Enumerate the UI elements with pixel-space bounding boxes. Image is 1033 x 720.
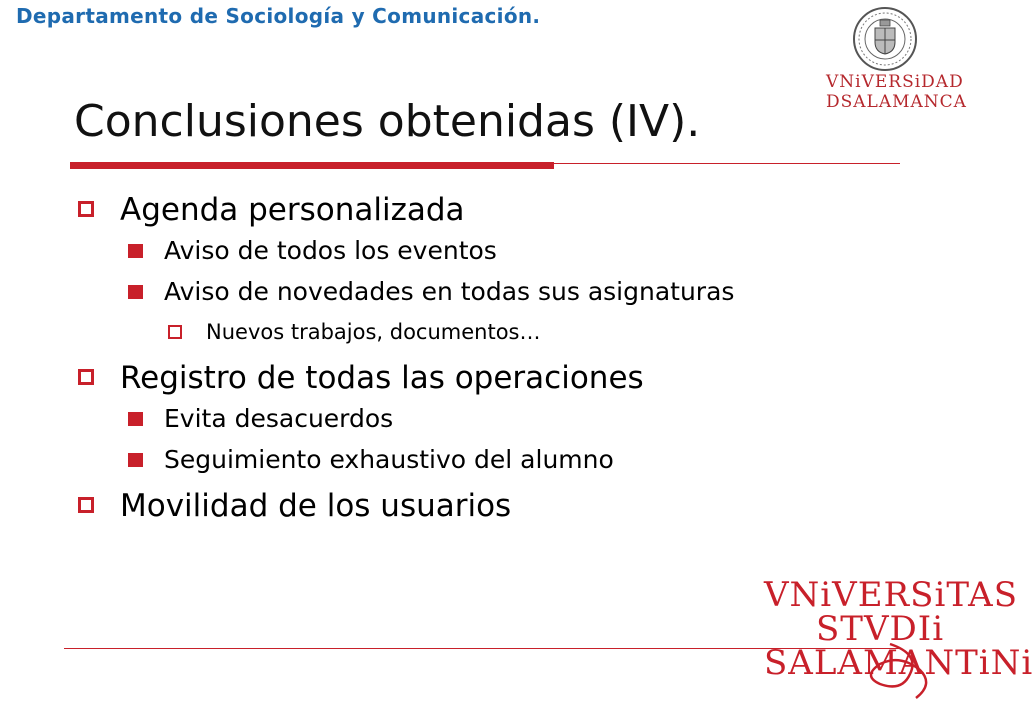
motto-line-3: SALAMANTiNi xyxy=(764,643,1033,683)
list-item-label: Aviso de novedades en todas sus asignaturas xyxy=(164,277,735,306)
list-item xyxy=(74,318,834,346)
hollow-square-bullet-icon xyxy=(78,201,94,217)
list-item-label: Registro de todas las operaciones xyxy=(120,360,644,396)
filled-square-bullet-icon xyxy=(128,453,143,467)
list-item xyxy=(74,445,834,474)
university-logo xyxy=(826,72,967,112)
list-item xyxy=(74,236,834,265)
list-item-label: Agenda personalizada xyxy=(120,192,465,228)
motto-line-1: VNiVERSiTAS xyxy=(764,575,1018,615)
list-item xyxy=(74,404,834,433)
list-item xyxy=(74,358,834,398)
list-item-label: Seguimiento exhaustivo del alumno xyxy=(164,445,614,474)
flourish-icon xyxy=(830,640,940,710)
list-item-label: Aviso de todos los eventos xyxy=(164,236,497,265)
filled-square-bullet-icon xyxy=(128,285,143,299)
filled-square-bullet-icon xyxy=(128,412,143,426)
motto-line-2: STVDIi xyxy=(816,609,945,649)
logo-line-2: DSALAMANCA xyxy=(826,92,967,112)
hollow-square-bullet-icon xyxy=(78,369,94,385)
list-item-label: Evita desacuerdos xyxy=(164,404,394,433)
title-underline-thin xyxy=(554,163,900,164)
title-underline-thick xyxy=(70,162,554,169)
department-header: Departamento de Sociología y Comunicación. xyxy=(16,4,541,28)
bullet-list xyxy=(74,190,834,532)
list-item-label: Movilidad de los usuarios xyxy=(120,488,512,524)
hollow-square-bullet-icon xyxy=(168,325,182,339)
list-item xyxy=(74,190,834,230)
list-item xyxy=(74,486,834,526)
university-seal-icon xyxy=(852,6,918,72)
slide-title: Conclusiones obtenidas (IV). xyxy=(74,96,701,147)
logo-line-1: VNiVERSiDAD xyxy=(826,72,964,92)
hollow-square-bullet-icon xyxy=(78,497,94,513)
list-item xyxy=(74,277,834,306)
filled-square-bullet-icon xyxy=(128,244,143,258)
list-item-label: Nuevos trabajos, documentos… xyxy=(206,320,541,344)
